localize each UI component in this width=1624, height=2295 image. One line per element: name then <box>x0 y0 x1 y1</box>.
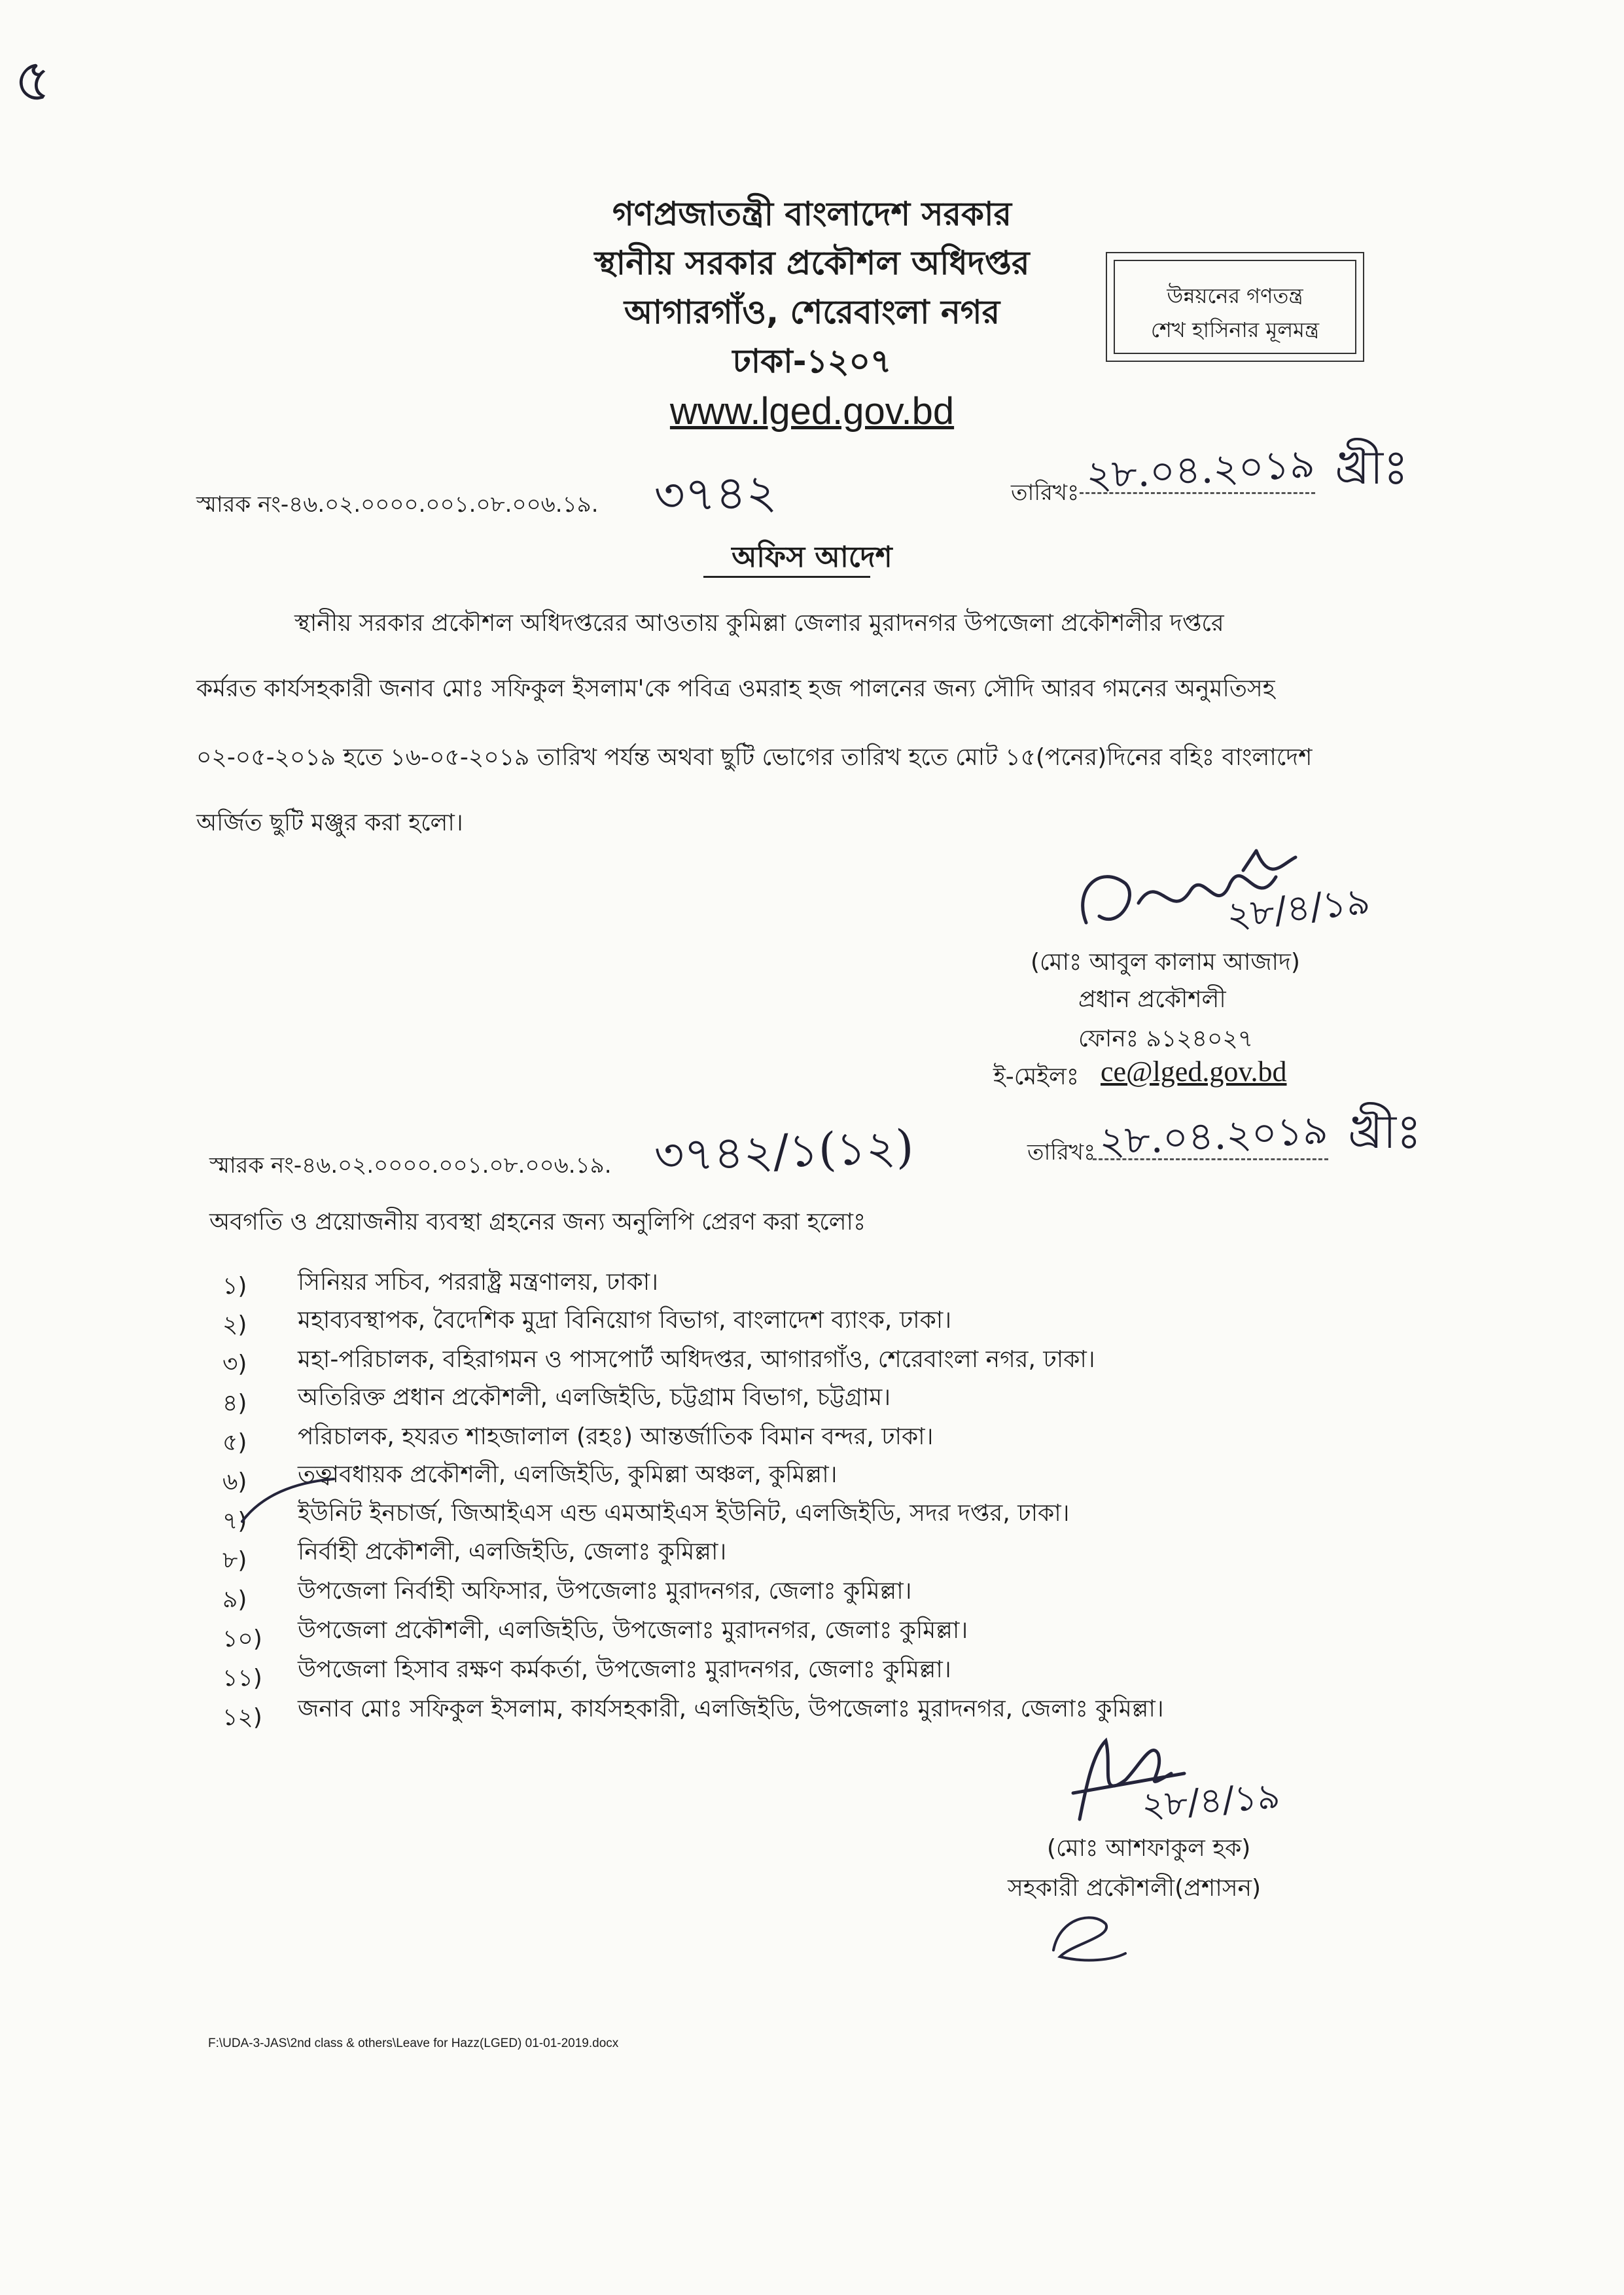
order-body-line-3: ০২-০৫-২০১৯ হতে ১৬-০৫-২০১৯ তারিখ পর্যন্ত অথবা ছুটি ভোগের তারিখ হতে মোট ১৫(পনের)দিনের বহিঃ বাংলাদেশ <box>196 744 1313 771</box>
assistant-engineer-name: (মোঃ আশফাকুল হক) <box>1047 1835 1251 1862</box>
distribution-item-number: ৪) <box>222 1390 247 1417</box>
distribution-item: মহা-পরিচালক, বহিরাগমন ও পাসপোর্ট অধিদপ্তর, আগারগাঁও, শেরেবাংলা নগর, ঢাকা। <box>298 1346 1095 1373</box>
page-number-mark: ৫ <box>9 44 57 118</box>
distribution-item-number: ২) <box>222 1311 247 1338</box>
distribution-item-number: ৭) <box>222 1508 247 1535</box>
motto-box <box>1106 252 1364 362</box>
initial-scribble <box>1034 1898 1139 1976</box>
memo2-date-label: তারিখঃ <box>1027 1139 1096 1165</box>
distribution-item-number: ৫) <box>222 1429 247 1456</box>
chief-engineer-name: (মোঃ আবুল কালাম আজাদ) <box>1031 949 1300 976</box>
chief-engineer-email-label: ই-মেইলঃ <box>993 1063 1080 1090</box>
header-government: গণপ্রজাতন্ত্রী বাংলাদেশ সরকার <box>612 195 1012 233</box>
header-department: স্থানীয় সরকার প্রকৌশল অধিদপ্তর <box>594 244 1030 282</box>
distribution-item: উপজেলা হিসাব রক্ষণ কর্মকর্তা, উপজেলাঃ মুরাদনগর, জেলাঃ কুমিল্লা। <box>298 1656 951 1683</box>
distribution-item: নির্বাহী প্রকৌশলী, এলজিইডি, জেলাঃ কুমিল্লা। <box>298 1539 727 1565</box>
distribution-item-number: ১) <box>222 1273 247 1300</box>
chief-engineer-phone: ফোনঃ ৯১২৪০২৭ <box>1078 1025 1254 1052</box>
distribution-item: উপজেলা প্রকৌশলী, এলজিইডি, উপজেলাঃ মুরাদনগর, জেলাঃ কুমিল্লা। <box>298 1617 968 1644</box>
order-body-line-2: কর্মরত কার্যসহকারী জনাব মোঃ সফিকুল ইসলাম'কে পবিত্র ওমরাহ হজ পালনের জন্য সৌদি আরব গমনের অনুমতিসহ <box>196 675 1275 702</box>
handwritten-tick-mark <box>236 1469 340 1528</box>
memo-reference-handwritten: ৩৭৪২ <box>653 463 778 524</box>
order-body-line-4: অর্জিত ছুটি মঞ্জুর করা হলো। <box>196 809 463 836</box>
distribution-item-number: ৩) <box>222 1351 247 1378</box>
distribution-item-number: ১০) <box>222 1626 262 1652</box>
distribution-item-number: ৬) <box>222 1468 247 1495</box>
motto-line-2: শেখ হাসিনার মূলমন্ত্র <box>1150 317 1320 342</box>
header-website[interactable]: www.lged.gov.bd <box>669 390 955 433</box>
memo-date-handwritten: ২৮.০৪.২০১৯ <box>1085 440 1316 499</box>
distribution-item-number: ৮) <box>222 1547 247 1574</box>
assistant-engineer-designation: সহকারী প্রকৌশলী(প্রশাসন) <box>1008 1875 1262 1902</box>
order-body-line-1: স্থানীয় সরকার প্রকৌশল অধিদপ্তরের আওতায় কুমিল্লা জেলার মুরাদনগর উপজেলা প্রকৌশলীর দপ্তরে <box>294 610 1224 637</box>
distribution-item: সিনিয়র সচিব, পররাষ্ট্র মন্ত্রণালয়, ঢাকা। <box>298 1269 659 1296</box>
footer-file-path: F:\UDA-3-JAS\2nd class & others\Leave for Hazz(LGED) 01-01-2019.docx <box>208 2037 619 2050</box>
assistant-engineer-sign-date: ২৮/৪/১৯ <box>1140 1775 1282 1826</box>
memo-date-label: তারিখঃ <box>1011 480 1080 506</box>
distribution-item: ইউনিট ইনচার্জ, জিআইএস এন্ড এমআইএস ইউনিট, এলজিইডি, সদর দপ্তর, ঢাকা। <box>298 1500 1070 1527</box>
memo2-reference-label: স্মারক নং-৪৬.০২.০০০০.০০১.০৮.০০৬.১৯. <box>209 1152 612 1179</box>
memo2-reference-handwritten: ৩৭৪২/১(১২) <box>653 1120 915 1183</box>
order-title-underline <box>703 576 870 578</box>
chief-engineer-designation: প্রধান প্রকৌশলী <box>1078 986 1226 1013</box>
header-city: ঢাকা-১২০৭ <box>732 342 892 380</box>
chief-engineer-sign-date: ২৮/৪/১৯ <box>1224 880 1372 938</box>
distribution-item: উপজেলা নির্বাহী অফিসার, উপজেলাঃ মুরাদনগর, জেলাঃ কুমিল্লা। <box>298 1578 912 1605</box>
distribution-item: মহাব্যবস্থাপক, বৈদেশিক মুদ্রা বিনিয়োগ বিভাগ, বাংলাদেশ ব্যাংক, ঢাকা। <box>298 1307 952 1334</box>
memo-reference-label: স্মারক নং-৪৬.০২.০০০০.০০১.০৮.০০৬.১৯. <box>196 491 599 518</box>
distribution-item: অতিরিক্ত প্রধান প্রকৌশলী, এলজিইডি, চট্টগ্রাম বিভাগ, চট্টগ্রাম। <box>298 1384 891 1411</box>
header-address: আগারগাঁও, শেরেবাংলা নগর <box>624 293 1000 331</box>
memo2-date-handwritten: ২৮.০৪.২০১৯ <box>1098 1107 1330 1165</box>
distribution-item-number: ১১) <box>222 1665 262 1692</box>
order-title: অফিস আদেশ <box>732 541 892 574</box>
chief-engineer-email[interactable]: ce@lged.gov.bd <box>1101 1056 1287 1088</box>
motto-line-1: উন্নয়নের গণতন্ত্র <box>1167 283 1303 308</box>
distribution-item: তত্বাবধায়ক প্রকৌশলী, এলজিইডি, কুমিল্লা অঞ্চল, কুমিল্লা। <box>298 1461 838 1488</box>
distribution-item: পরিচালক, হযরত শাহজালাল (রহঃ) আন্তর্জাতিক বিমান বন্দর, ঢাকা। <box>298 1423 934 1450</box>
distribution-item-number: ৯) <box>222 1586 247 1613</box>
memo-date-suffix-handwritten: খ্রীঃ <box>1335 440 1409 495</box>
memo-date-underline <box>1080 492 1315 494</box>
memo2-date-underline <box>1093 1158 1328 1160</box>
distribution-item-number: ১২) <box>222 1704 262 1731</box>
distribution-intro: অবগতি ও প্রয়োজনীয় ব্যবস্থা গ্রহনের জন্য অনুলিপি প্রেরণ করা হলোঃ <box>209 1209 866 1236</box>
memo2-date-suffix-handwritten: খ্রীঃ <box>1348 1104 1422 1159</box>
distribution-item: জনাব মোঃ সফিকুল ইসলাম, কার্যসহকারী, এলজিইডি, উপজেলাঃ মুরাদনগর, জেলাঃ কুমিল্লা। <box>298 1696 1164 1722</box>
